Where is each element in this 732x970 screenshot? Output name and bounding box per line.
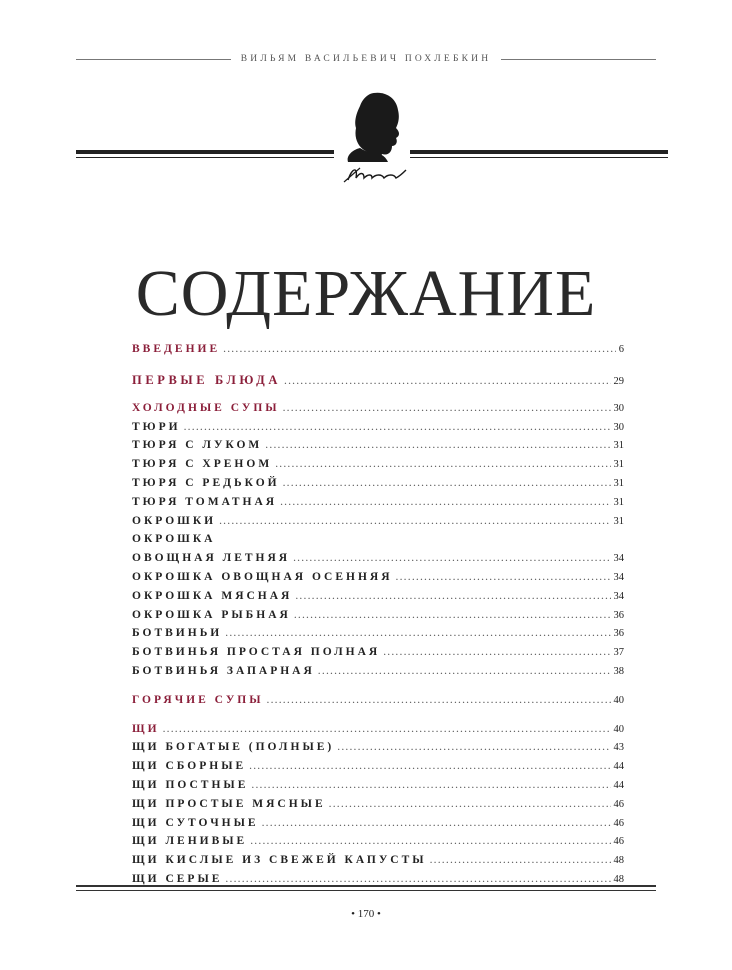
toc-label: ЩИ СЕРЫЕ (132, 872, 223, 885)
toc-label: ПЕРВЫЕ БЛЮДА (132, 372, 281, 387)
toc-page: 44 (613, 761, 624, 773)
header-rule-left (76, 59, 231, 60)
author-name: ВИЛЬЯМ ВАСИЛЬЕВИЧ ПОХЛЕБКИН (240, 54, 492, 64)
page-title: СОДЕРЖАНИЕ (135, 257, 597, 331)
toc-page: 34 (613, 553, 624, 565)
divider-left-thick (76, 150, 334, 154)
footer-rule-thin (76, 890, 656, 891)
toc-leader (225, 624, 610, 643)
toc-label: ЩИ КИСЛЫЕ ИЗ СВЕЖЕЙ КАПУСТЫ (132, 854, 427, 867)
toc-label: ТЮРЯ С РЕДЬКОЙ (132, 476, 280, 489)
header-rule-right (501, 59, 656, 60)
toc-label: ЩИ ПОСТНЫЕ (132, 778, 249, 791)
toc-leader (280, 493, 610, 512)
toc-entry[interactable] (132, 587, 624, 606)
toc-leader (219, 512, 610, 531)
toc-entry[interactable] (132, 455, 624, 474)
toc-page: 31 (613, 496, 624, 508)
toc-entry[interactable] (132, 568, 624, 587)
toc-leader (223, 340, 616, 359)
toc-label: БОТВИНЬЯ ЗАПАРНАЯ (132, 664, 315, 677)
toc-page: 31 (613, 477, 624, 489)
toc-leader (249, 757, 610, 776)
toc-page: 31 (613, 515, 624, 527)
toc-leader (251, 776, 610, 795)
toc-entry-hot-soups[interactable] (132, 691, 624, 710)
toc-page: 37 (613, 647, 624, 659)
toc-label: ТЮРИ (132, 420, 181, 433)
toc-page: 48 (613, 873, 624, 885)
toc-leader (383, 643, 610, 662)
toc-leader (267, 691, 611, 710)
toc-page: 34 (613, 571, 624, 583)
toc-page: 48 (613, 855, 624, 867)
toc-label: ЩИ (132, 722, 160, 735)
page-number: • 170 • (351, 908, 381, 920)
toc-label: ОКРОШКИ (132, 514, 217, 527)
toc-entry[interactable] (132, 436, 624, 455)
toc-label: ОКРОШКА (132, 533, 216, 546)
signature-icon (344, 168, 406, 182)
toc-leader (318, 662, 611, 681)
toc-leader (337, 738, 610, 757)
toc-entry[interactable] (132, 795, 624, 814)
toc-leader (283, 474, 611, 493)
toc-page: 46 (613, 836, 624, 848)
toc-label: ЩИ СБОРНЫЕ (132, 760, 247, 773)
toc-leader (250, 832, 610, 851)
toc-entry-shchi[interactable] (132, 720, 624, 739)
toc-label: ЩИ БОГАТЫЕ (ПОЛНЫЕ) (132, 741, 335, 754)
toc-entry-introduction[interactable] (132, 340, 624, 359)
footer-rule-thick (76, 885, 656, 887)
toc-leader (284, 370, 611, 392)
toc-page: 29 (613, 375, 624, 387)
toc-leader (295, 587, 610, 606)
toc-page: 40 (613, 723, 624, 735)
toc-label: ХОЛОДНЫЕ СУПЫ (132, 401, 280, 414)
toc-entry[interactable] (132, 606, 624, 625)
toc-leader (329, 795, 611, 814)
toc-label: ТЮРЯ ТОМАТНАЯ (132, 495, 278, 508)
toc-label: ЩИ ЛЕНИВЫЕ (132, 835, 248, 848)
toc-label: БОТВИНЬЯ ПРОСТАЯ ПОЛНАЯ (132, 646, 381, 659)
toc-entry[interactable] (132, 851, 624, 870)
toc-entry[interactable] (132, 530, 624, 549)
toc-entry-cold-soups[interactable] (132, 399, 624, 418)
toc-entry[interactable] (132, 418, 624, 437)
toc-entry[interactable] (132, 814, 624, 833)
toc-leader (275, 455, 610, 474)
toc-page: 46 (613, 817, 624, 829)
running-header (76, 54, 656, 64)
toc-leader (184, 418, 611, 437)
toc-leader (163, 720, 611, 739)
toc-label: ОКРОШКА ОВОЩНАЯ ОСЕННЯЯ (132, 570, 393, 583)
toc-entry[interactable] (132, 493, 624, 512)
toc-leader (294, 606, 611, 625)
toc-page: 31 (613, 440, 624, 452)
toc-page: 46 (613, 798, 624, 810)
toc-entry[interactable] (132, 643, 624, 662)
toc-entry[interactable] (132, 776, 624, 795)
toc-label: ВВЕДЕНИЕ (132, 343, 221, 355)
toc-page: 43 (613, 742, 624, 754)
toc-label: ТЮРЯ С ЛУКОМ (132, 439, 263, 452)
toc-entry[interactable] (132, 662, 624, 681)
toc-entry-first-courses[interactable] (132, 369, 624, 391)
toc-leader (262, 814, 611, 833)
toc-page: 30 (613, 421, 624, 433)
toc-entry[interactable] (132, 624, 624, 643)
toc-leader (293, 549, 610, 568)
author-silhouette-icon (330, 88, 420, 188)
toc-page: 44 (613, 779, 624, 791)
toc-label: ОВОЩНАЯ ЛЕТНЯЯ (132, 552, 291, 565)
toc-entry[interactable] (132, 512, 624, 531)
toc-page: 31 (613, 459, 624, 471)
toc-label: ОКРОШКА РЫБНАЯ (132, 608, 291, 621)
table-of-contents (132, 340, 624, 889)
toc-leader (396, 568, 611, 587)
toc-label: БОТВИНЬИ (132, 627, 223, 640)
toc-page: 40 (613, 694, 624, 706)
toc-page: 36 (613, 628, 624, 640)
divider-right-thin (410, 157, 668, 158)
toc-entry[interactable] (132, 738, 624, 757)
toc-leader (265, 436, 610, 455)
divider-right-thick (410, 150, 668, 154)
toc-label: ГОРЯЧИЕ СУПЫ (132, 693, 264, 706)
toc-label: ТЮРЯ С ХРЕНОМ (132, 458, 273, 471)
toc-page: 6 (618, 344, 624, 355)
toc-entry[interactable] (132, 832, 624, 851)
toc-label: ЩИ СУТОЧНЫЕ (132, 816, 259, 829)
toc-page: 34 (613, 590, 624, 602)
divider-left-thin (76, 157, 334, 158)
toc-entry[interactable] (132, 757, 624, 776)
toc-entry[interactable] (132, 474, 624, 493)
toc-page: 30 (613, 402, 624, 414)
toc-page: 36 (613, 609, 624, 621)
toc-leader (430, 851, 611, 870)
toc-label: ЩИ ПРОСТЫЕ МЯСНЫЕ (132, 797, 326, 810)
toc-page: 38 (613, 665, 624, 677)
toc-entry[interactable] (132, 549, 624, 568)
toc-leader (283, 399, 611, 418)
toc-label: ОКРОШКА МЯСНАЯ (132, 589, 293, 602)
